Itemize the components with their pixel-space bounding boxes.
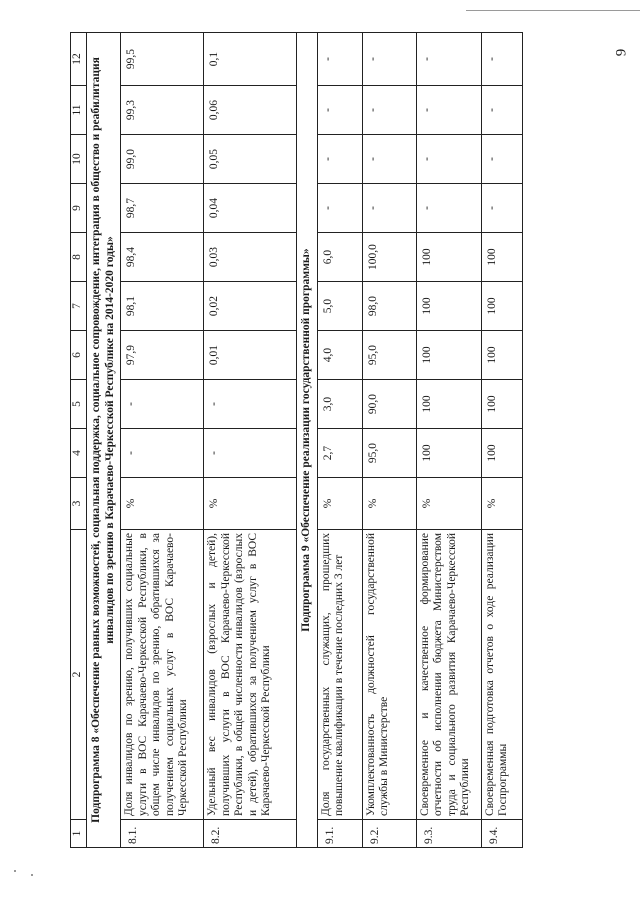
unit-cell: % (317, 478, 362, 530)
value-cell: 98,1 (121, 282, 204, 331)
value-cell: - (416, 86, 481, 135)
value-cell: 97,9 (121, 331, 204, 380)
value-cell: 100 (481, 282, 522, 331)
column-number-row (71, 33, 87, 848)
row-number: 8.2. (204, 820, 297, 848)
value-cell: - (317, 33, 362, 86)
value-cell: 4,0 (317, 331, 362, 380)
subprogram-heading-row (87, 33, 121, 848)
top-rule (466, 10, 640, 11)
unit-cell: % (416, 478, 481, 530)
value-cell: 5,0 (317, 282, 362, 331)
value-cell: - (204, 380, 297, 429)
indicator-description: Удельный вес инвалидов (взрослых и детей), получивших услуги в ВОС Карачаево-Черкесской Республики, в общей численности инвалидов (взрослых и детей), обратившихся за получением услуг в ВОС Карачаево-Черкесской Республики (204, 530, 297, 820)
table-row (416, 33, 481, 848)
value-cell: 99,0 (121, 135, 204, 184)
value-cell: 98,0 (362, 282, 416, 331)
value-cell: 3,0 (317, 380, 362, 429)
value-cell: - (362, 86, 416, 135)
row-number: 9.3. (416, 820, 481, 848)
value-cell: - (416, 33, 481, 86)
col-header: 10 (71, 135, 87, 184)
value-cell: 100 (481, 429, 522, 478)
value-cell: - (362, 184, 416, 233)
unit-cell: % (481, 478, 522, 530)
subprogram-8-title: Подпрограмма 8 «Обеспечение равных возможностей, социальная поддержка, социальное сопровождение, интеграция в общество и реабилитация инвалидов по зрению в Карачаево-Черкесской Республике на 2014-2020 годы» (87, 33, 121, 848)
col-header: 3 (71, 478, 87, 530)
value-cell: - (481, 33, 522, 86)
value-cell: 100 (481, 233, 522, 282)
value-cell: 0,03 (204, 233, 297, 282)
value-cell: - (362, 135, 416, 184)
col-header: 12 (71, 33, 87, 86)
value-cell: 0,1 (204, 33, 297, 86)
col-header: 5 (71, 380, 87, 429)
scan-speck (14, 870, 16, 872)
unit-cell: % (204, 478, 297, 530)
subprogram-9-title: Подпрограмма 9 «Обеспечение реализации государственной программы» (297, 33, 318, 848)
value-cell: 6,0 (317, 233, 362, 282)
value-cell: 0,05 (204, 135, 297, 184)
value-cell: 99,3 (121, 86, 204, 135)
col-header: 11 (71, 86, 87, 135)
col-header: 1 (71, 820, 87, 848)
value-cell: 100 (481, 331, 522, 380)
col-header: 8 (71, 233, 87, 282)
value-cell: 100 (416, 429, 481, 478)
value-cell: - (204, 429, 297, 478)
value-cell: - (121, 429, 204, 478)
value-cell: - (481, 135, 522, 184)
row-number: 9.4. (481, 820, 522, 848)
value-cell: 100 (416, 233, 481, 282)
value-cell: 98,7 (121, 184, 204, 233)
value-cell: 2,7 (317, 429, 362, 478)
value-cell: 100 (481, 380, 522, 429)
value-cell: 0,02 (204, 282, 297, 331)
value-cell: - (121, 380, 204, 429)
indicator-description: Своевременная подготовка отчетов о ходе реализации Госпрограммы (481, 530, 522, 820)
row-number: 8.1. (121, 820, 204, 848)
value-cell: - (481, 86, 522, 135)
rotated-table-container (70, 33, 590, 848)
row-number: 9.1. (317, 820, 362, 848)
col-header: 7 (71, 282, 87, 331)
value-cell: 100 (416, 282, 481, 331)
table-row (204, 33, 297, 848)
table-row (121, 33, 204, 848)
indicator-description: Своевременное и качественное формирование отчетности об исполнении бюджета Министерством труда и социального развития Карачаево-Черкесской Республики (416, 530, 481, 820)
value-cell: 99,5 (121, 33, 204, 86)
indicator-description: Доля государственных служащих, прошедших повышение квалификации в течение последних 3 лет (317, 530, 362, 820)
table-row (481, 33, 522, 848)
indicators-table (70, 32, 523, 848)
value-cell: 98,4 (121, 233, 204, 282)
unit-cell: % (362, 478, 416, 530)
page-number: 9 (613, 48, 630, 57)
value-cell: - (317, 184, 362, 233)
indicator-description: Укомплектованность должностей государственной службы в Министерстве (362, 530, 416, 820)
value-cell: - (317, 135, 362, 184)
value-cell: 95,0 (362, 331, 416, 380)
value-cell: 100 (416, 331, 481, 380)
table-row (317, 33, 362, 848)
col-header: 6 (71, 331, 87, 380)
scan-speck (31, 874, 33, 876)
value-cell: - (416, 135, 481, 184)
subprogram-heading-row (297, 33, 318, 848)
value-cell: 0,06 (204, 86, 297, 135)
value-cell: - (481, 184, 522, 233)
indicator-description: Доля инвалидов по зрению, получивших социальные услуги в ВОС Карачаево-Черкесской Республики, в общем числе инвалидов по зрению, обратившихся за получением социальных услуг в ВОС Карачаево-Черкесской Республики (121, 530, 204, 820)
value-cell: - (317, 86, 362, 135)
col-header: 2 (71, 530, 87, 820)
col-header: 4 (71, 429, 87, 478)
col-header: 9 (71, 184, 87, 233)
value-cell: - (416, 184, 481, 233)
unit-cell: % (121, 478, 204, 530)
row-number: 9.2. (362, 820, 416, 848)
value-cell: - (362, 33, 416, 86)
value-cell: 100 (416, 380, 481, 429)
value-cell: 0,01 (204, 331, 297, 380)
value-cell: 95,0 (362, 429, 416, 478)
value-cell: 90,0 (362, 380, 416, 429)
value-cell: 100,0 (362, 233, 416, 282)
table-row (362, 33, 416, 848)
value-cell: 0,04 (204, 184, 297, 233)
